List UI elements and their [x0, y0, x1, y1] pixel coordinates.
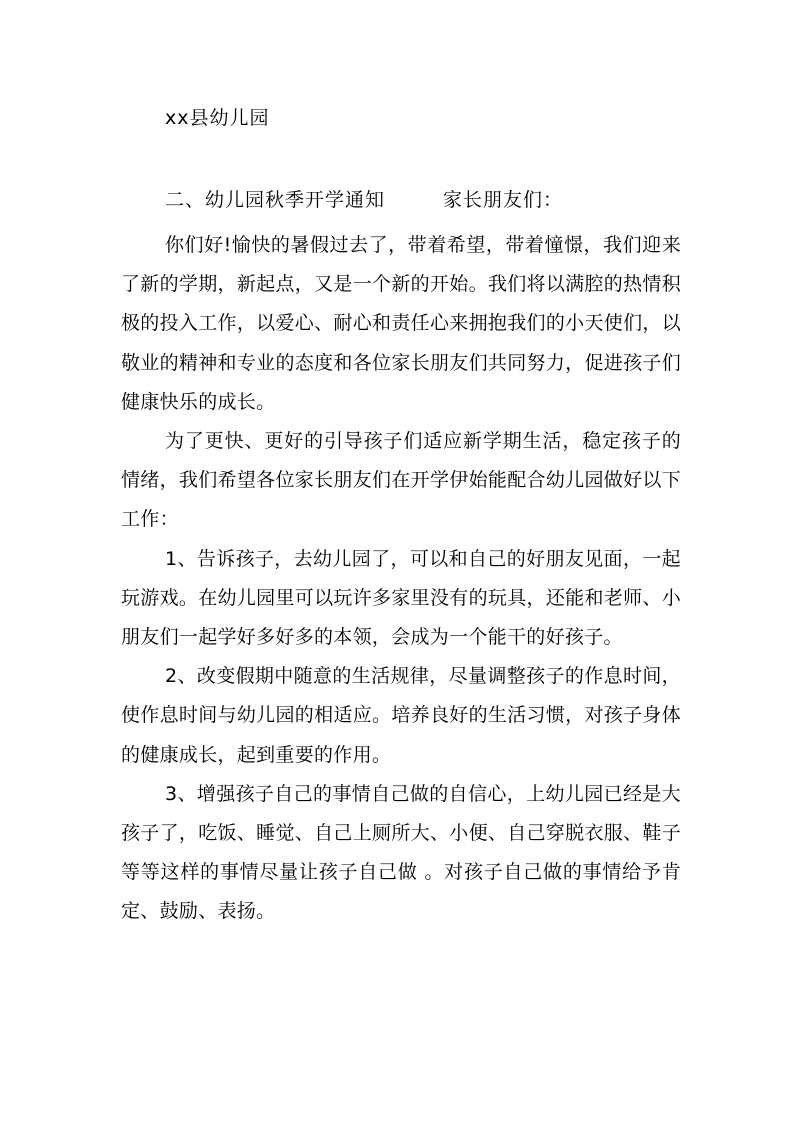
notice-heading [165, 186, 563, 214]
paragraph-intro: 你们好!愉快的暑假过去了，带着希望，带着憧憬，我们迎来了新的学期，新起点，又是一个新的开始。我们将以满腔的热情积极的投入工作，以爱心、耐心和责任心来拥抱我们的小天使们，以敬业的精神和专业的态度和各位家长朋友们共同努力，促进孩子们健康快乐的成长。 [121, 234, 681, 413]
organization-title: xx县幼儿园 [165, 107, 270, 129]
paragraph-item-1: 1、告诉孩子，去幼儿园了，可以和自己的好朋友见面，一起玩游戏。在幼儿园里可以玩许多家里没有的玩具，还能和老师、小朋友们一起学好多好多的本领，会成为一个能干的好孩子。 [121, 547, 681, 649]
paragraph-item-2: 2、改变假期中随意的生活规律，尽量调整孩子的作息时间，使作息时间与幼儿园的相适应。培养良好的生活习惯，对孩子身体的健康成长，起到重要的作用。 [121, 665, 681, 766]
paragraph-item-3: 3、增强孩子自己的事情自己做的自信心，上幼儿园已经是大孩子了，吃饭、睡觉、自己上厕所大、小便、自己穿脱衣服、鞋子等等这样的事情尽量让孩子自己做 。对孩子自己做的事情给予肯定、鼓励、表扬。 [121, 782, 681, 923]
greeting-line: 家长朋友们： [443, 189, 564, 211]
notice-body [121, 226, 681, 932]
paragraph-request: 为了更快、更好的引导孩子们适应新学期生活，稳定孩子的情绪，我们希望各位家长朋友们在开学伊始能配合幼儿园做好以下工作： [121, 430, 681, 531]
notice-title: 二、幼儿园秋季开学通知 [165, 189, 386, 211]
